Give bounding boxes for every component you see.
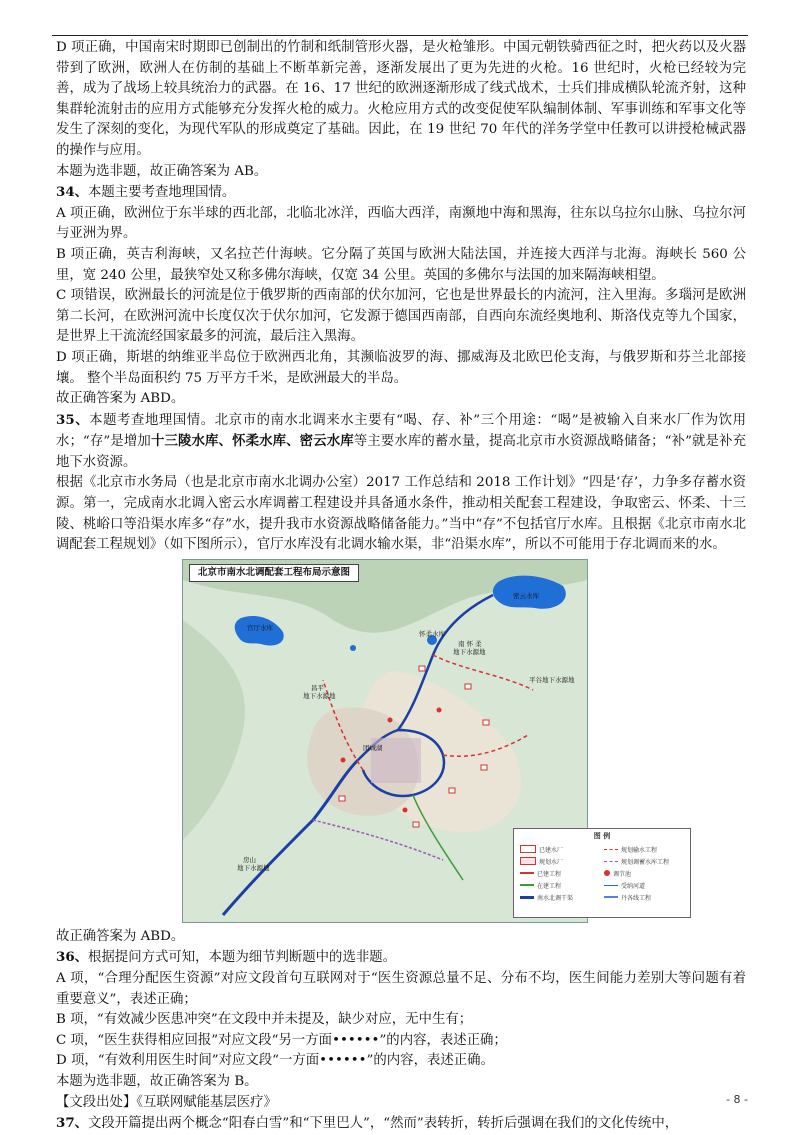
source-note: 【文段出处】《互联网赋能基层医疗》 xyxy=(56,1094,277,1110)
legend-item xyxy=(604,845,684,854)
paragraph: D 项正确，斯堪的纳维亚半岛位于欧洲西北角，其濒临波罗的海、挪威海及北欧巴伦支海，与俄罗斯和芬兰北部接壤。 整个半岛面积约 75 万平方千米，是欧洲最大的半岛。 xyxy=(56,349,746,386)
legend-label: 南水北调干渠 xyxy=(537,894,574,902)
paragraph: B 项，“有效减少医患冲突”在文段中并未提及，缺少对应，无中生有； xyxy=(56,1012,473,1028)
question-37 xyxy=(56,1113,746,1135)
map-title: 北京市南水北调配套工程布局示意图 xyxy=(189,564,359,582)
question-number: 35、 xyxy=(56,411,90,428)
label-pinggu: 平谷地下水源地 xyxy=(529,675,575,684)
legend-item xyxy=(520,869,600,878)
legend-label: 已建水厂 xyxy=(539,846,564,854)
legend-grid xyxy=(514,841,690,906)
legend-swatch xyxy=(520,857,536,865)
legend-item xyxy=(604,893,684,902)
label-huairou: 怀柔水库 xyxy=(419,629,445,638)
question-34 xyxy=(56,182,746,204)
paragraph: A 项正确，欧洲位于东半球的西北部，北临北冰洋，西临大西洋，南濒地中海和黑海，往东以乌拉尔山脉、乌拉尔河与亚洲为界。 xyxy=(56,205,746,242)
label-tuancheng: 团城湖 xyxy=(363,743,383,752)
label-nanhan-2: 地下水源地 xyxy=(453,647,486,656)
map-legend xyxy=(513,828,691,918)
label-changping-2: 地下水源地 xyxy=(303,691,336,700)
question-number: 37、 xyxy=(56,1115,89,1132)
legend-label: 在建工程 xyxy=(537,882,562,890)
paragraph: D 项，“有效利用医生时间”对应文段“一方面••••••”的内容，表述正确。 xyxy=(56,1053,494,1069)
legend-item xyxy=(604,857,684,866)
question-35 xyxy=(56,410,746,474)
paragraph: B 项正确，英吉利海峡，又名拉芒什海峡。它分隔了英国与欧洲大陆法国，并连接大西洋与北海。海峡长 560 公里，宽 240 公里，最狭窄处又称多佛尔海峡，仅宽 34 公里。英国的多佛尔与法国的加来隔海峡相望。 xyxy=(56,246,746,283)
legend-swatch xyxy=(520,896,534,899)
legend-title: 图 例 xyxy=(593,831,611,840)
text-span: 本题考查地理国情。北京市的南水北调来水主要有“喝、存、补”三个用途：“喝”是被输入自来水厂作为饮用水；“存”是增加 xyxy=(56,412,746,450)
paragraph: D 项正确，中国南宋时期即已创制出的竹制和纸制管形火器，是火枪雏形。中国元朝铁骑西征之时，把火药以及火器带到了欧洲，欧洲人在仿制的基础上不断革新完善，逐渐发展出了更为先进的火枪。16 世纪时，火枪已经较为完善，成为了战场上较具统治力的武器。在 16、17 世纪的欧洲逐渐形成了线式战术，士兵们排成横队轮流齐射，这种集群轮流射击的应用方式能够充分发挥火枪的威力。火枪应用方式的改变促使军队编制体制、军事训练和军事文化等发生了深刻的变化，为现代军队的形成奠定了基础。因此，在 19 世纪 70 年代的洋务学堂中任教可以讲授枪械武器的操作与应用。 xyxy=(56,40,746,158)
legend-item xyxy=(520,845,600,854)
bold-span: 十三陵水库、怀柔水库、密云水库 xyxy=(150,433,354,450)
question-head: 文段开篇提出两个概念“阳春白雪”和“下里巴人”，“然而”表转折，转折后强调在我们的文化传统中， xyxy=(88,1116,679,1132)
page-number: - 8 - xyxy=(726,1093,748,1106)
label-miyun: 密云水库 xyxy=(513,591,539,600)
label-changping: 昌平 xyxy=(311,683,324,692)
legend-label: 规划输水工程 xyxy=(621,846,658,854)
question-number: 36、 xyxy=(56,949,89,966)
legend-label: 规划水厂 xyxy=(539,858,564,866)
legend-item xyxy=(604,869,684,878)
question-head: 根据提问方式可知，本题为细节判断题中的选非题。 xyxy=(88,950,397,966)
page-body xyxy=(56,38,746,1135)
header-rule xyxy=(52,35,748,36)
question-36 xyxy=(56,947,746,969)
legend-swatch xyxy=(520,845,536,853)
legend-label: 规划调蓄水库工程 xyxy=(621,858,670,866)
legend-label: 调节池 xyxy=(613,870,632,878)
paragraph: A 项，“合理分配医生资源”对应文段首句互联网对于“医生资源总量不足、分布不均，医生间能力差别大等问题有着重要意义”，表述正确； xyxy=(56,971,746,1007)
legend-swatch xyxy=(604,896,618,898)
legend-swatch xyxy=(604,870,610,876)
question-head: 本题主要考查地理国情。 xyxy=(88,185,236,201)
paragraph: 本题为选非题，故正确答案为 AB。 xyxy=(56,163,268,179)
legend-swatch xyxy=(604,849,618,850)
legend-swatch xyxy=(604,861,618,862)
paragraph: C 项错误，欧洲最长的河流是位于俄罗斯的西南部的伏尔加河，它也是世界最长的内流河，注入里海。多瑙河是欧洲第二长河，在欧洲河流中长度仅次于伏尔加河，它发源于德国西南部，自西向东流经奥地利、斯洛伐克等九个国家，是世界上干流流经国家最多的河流，最后注入黑海。 xyxy=(56,288,746,345)
legend-label: 丹各线工程 xyxy=(621,894,652,902)
paragraph: 故正确答案为 ABD。 xyxy=(56,391,185,407)
label-fangshan: 房山 xyxy=(243,855,256,864)
paragraph: C 项，“医生获得相应回报”对应文段“另一方面••••••”的内容，表述正确； xyxy=(56,1032,507,1048)
legend-item xyxy=(520,857,600,866)
paragraph: 根据《北京市水务局（也是北京市南水北调办公室）2017 工作总结和 2018 工作计划》“四是‘存’，力争多存蓄水资源。第一，完成南水北调入密云水库调蓄工程建设并具备通水条件，推动相关配套工程建设，争取密云、怀柔、十三陵、桃峪口等沿渠水库多“存”水，提升我市水资源战略储备能力。”当中“存”不包括官厅水库。且根据《北京市南水北调配套工程规划》（如下图所示），官厅水库没有北调水输水渠，非“沿渠水库”，所以不可能用于存北调而来的水。 xyxy=(56,475,746,553)
legend-swatch xyxy=(520,884,534,886)
legend-swatch xyxy=(604,885,618,886)
legend-item xyxy=(520,893,600,902)
question-number: 34、 xyxy=(56,184,89,201)
legend-item xyxy=(520,881,600,890)
paragraph: 本题为选非题，故正确答案为 B。 xyxy=(56,1074,258,1089)
label-guanting: 官厅水库 xyxy=(247,623,273,632)
legend-item xyxy=(604,881,684,890)
legend-swatch xyxy=(520,872,534,874)
water-diversion-map xyxy=(182,559,670,923)
label-nanhan: 南 怀 柔 xyxy=(458,639,482,648)
text-span: 等主要水库的蓄水量，提高北京市水资源战略储备；“补”就是补充地下水资源。 xyxy=(56,434,746,470)
legend-label: 受纳河道 xyxy=(621,882,646,890)
paragraph: 故正确答案为 ABD。 xyxy=(56,928,185,944)
legend-label: 已建工程 xyxy=(537,870,562,878)
label-fangshan-2: 地下水源地 xyxy=(237,863,270,872)
